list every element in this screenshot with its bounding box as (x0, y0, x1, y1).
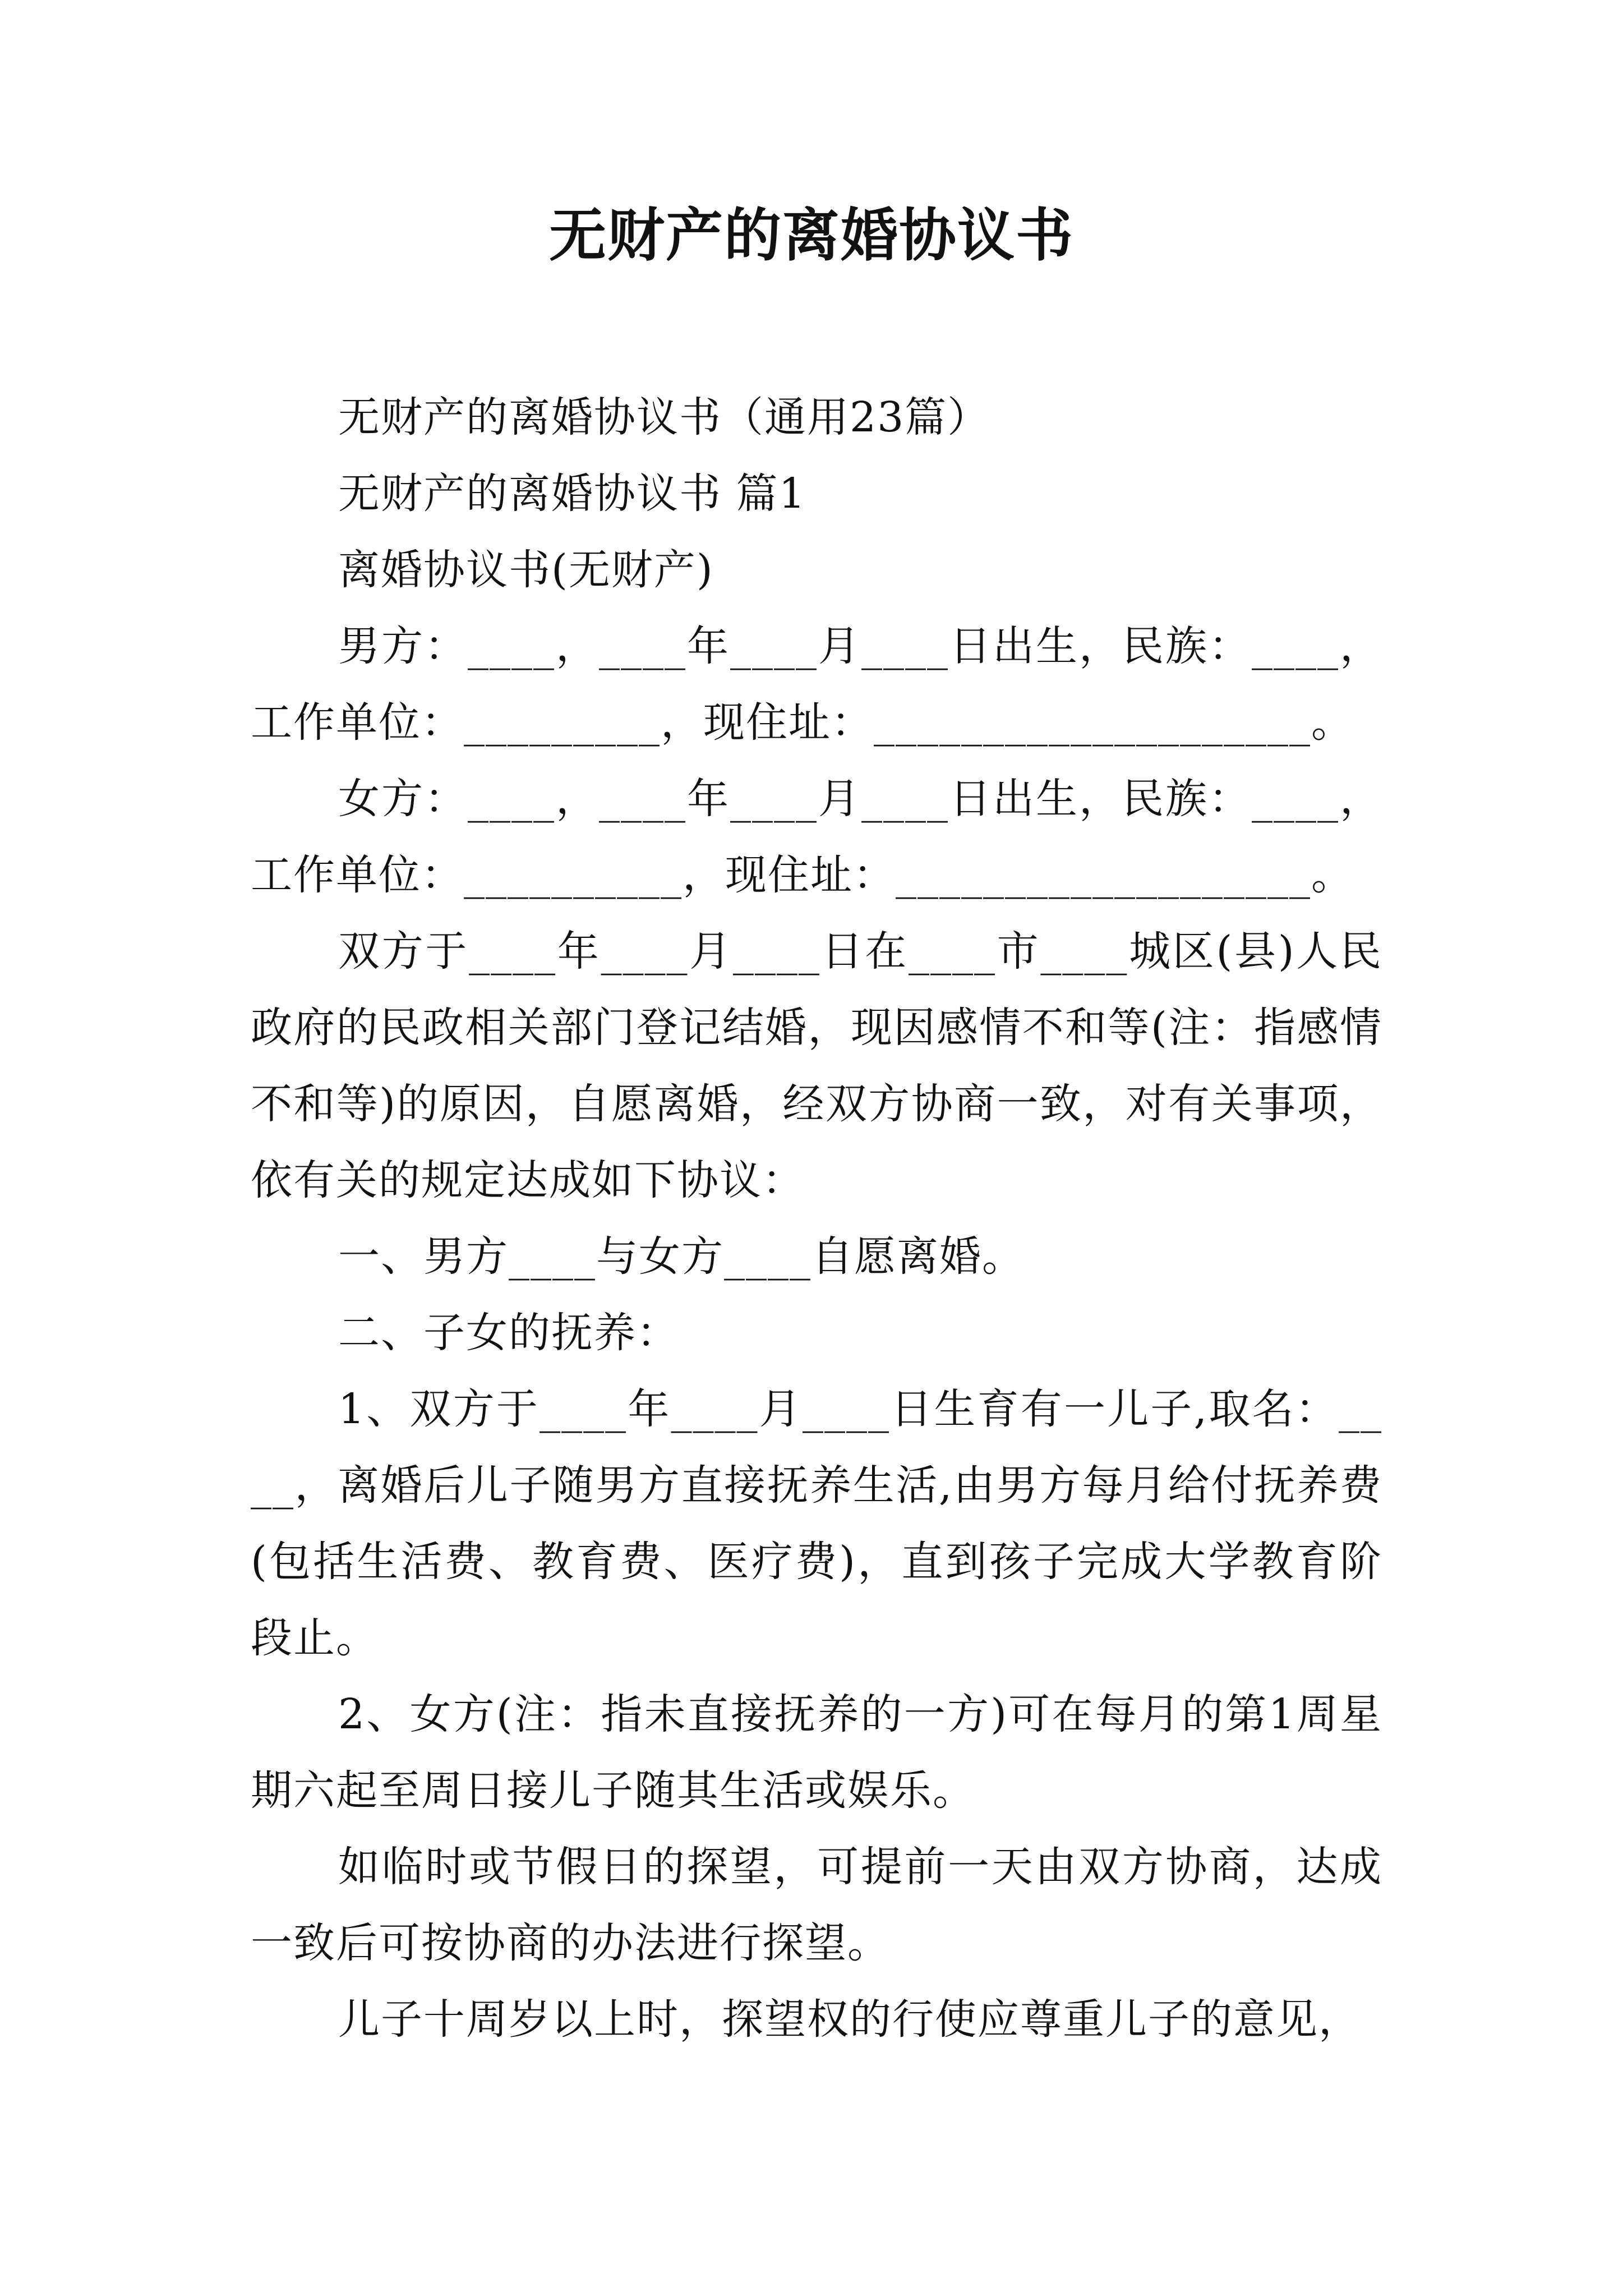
section-heading: 无财产的离婚协议书 篇1 (338, 470, 806, 518)
female-party-paragraph: 女方：____，____年____月____日出生，民族：____，工作单位：__________，现住址：___________________。 (251, 775, 1382, 899)
visitation-paragraph: 2、女方(注：指未直接抚养的一方)可在每月的第1周星期六起至周日接儿子随其生活或娱乐。 (251, 1690, 1382, 1815)
document-subtitle: 无财产的离婚协议书（通用23篇） (338, 393, 990, 441)
child-opinion-paragraph: 儿子十周岁以上时，探望权的行使应尊重儿子的意见， (338, 1995, 1361, 2044)
clause-2-heading: 二、子女的抚养： (338, 1309, 679, 1357)
marriage-background-paragraph: 双方于____年____月____日在____市____城区(县)人民政府的民政相关部门登记结婚，现因感情不和等(注：指感情不和等)的原因，自愿离婚，经双方协商一致，对有关事项，依有关的规定达成如下协议： (251, 927, 1382, 1204)
custody-paragraph: 1、双方于____年____月____日生育有一儿子,取名：____，离婚后儿子随男方直接抚养生活,由男方每月给付抚养费(包括生活费、教育费、医疗费)，直到孩子完成大学教育阶段止。 (251, 1385, 1382, 1662)
agreement-heading: 离婚协议书(无财产) (338, 546, 714, 594)
clause-1-paragraph: 一、男方____与女方____自愿离婚。 (338, 1232, 1025, 1281)
document-title: 无财产的离婚协议书 (549, 202, 1074, 269)
document-body (251, 379, 1382, 2058)
holiday-visit-paragraph: 如临时或节假日的探望，可提前一天由双方协商，达成一致后可按协商的办法进行探望。 (251, 1843, 1382, 1967)
male-party-paragraph: 男方：____，____年____月____日出生，民族：____，工作单位：_________，现住址：____________________。 (251, 622, 1382, 747)
